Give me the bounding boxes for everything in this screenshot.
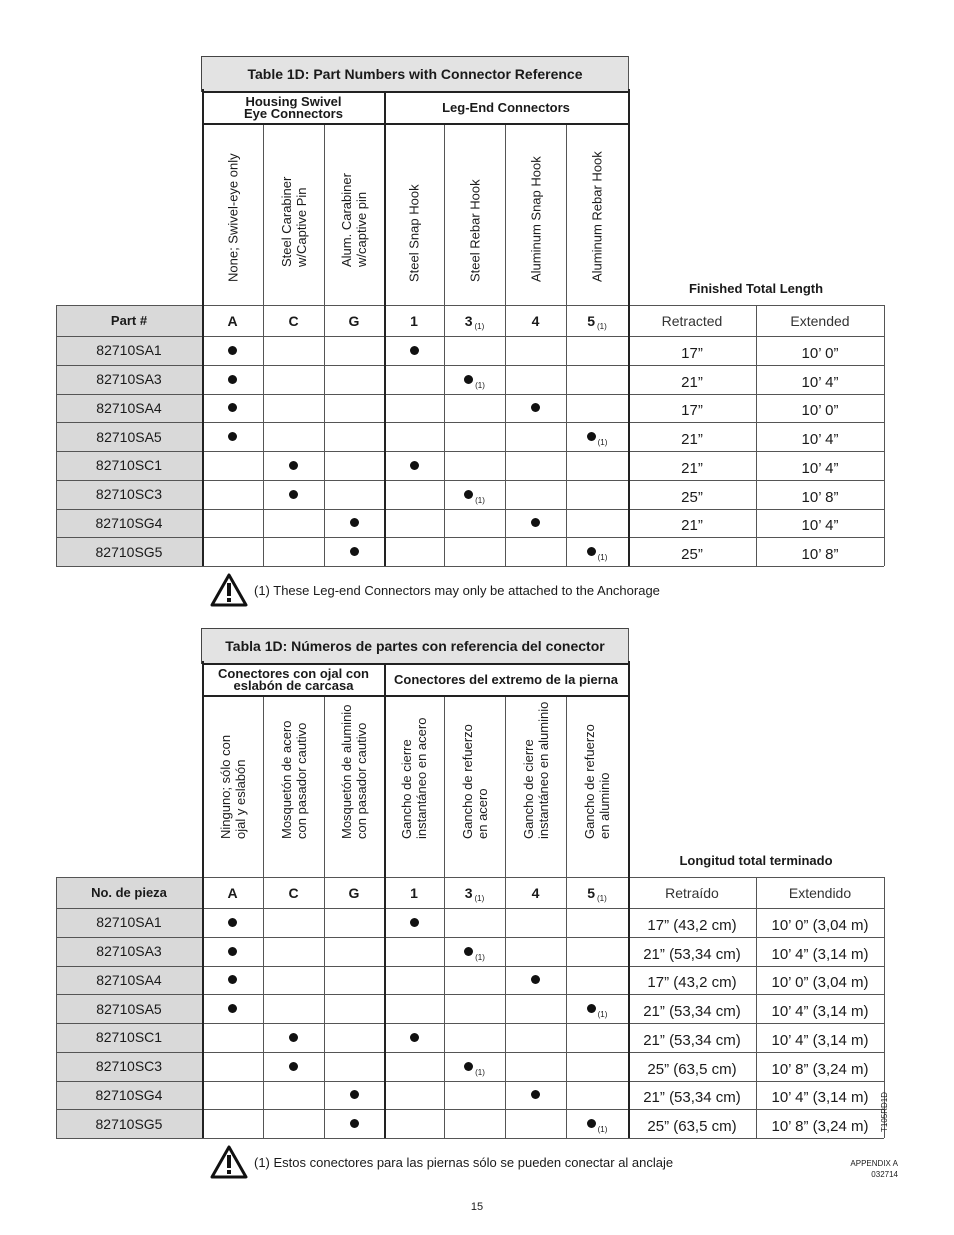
bullet-dot-icon: [350, 1090, 359, 1099]
grid-line: [444, 125, 445, 566]
connector-mark: [384, 908, 444, 937]
connector-mark: [505, 966, 566, 995]
retracted-length: 21” (53,34 cm): [643, 1031, 741, 1049]
extended-length: 10’ 4”: [801, 373, 839, 391]
table-title: Tabla 1D: Números de partes con referencia del conector: [201, 628, 629, 664]
part-header: Part #: [110, 313, 148, 328]
grid-line: [202, 695, 630, 697]
connector-mark: [505, 509, 566, 538]
extended-length: 10’ 4”: [801, 459, 839, 477]
bullet-dot-icon: [587, 1004, 596, 1013]
grid-line: [56, 305, 884, 306]
connector-code: [505, 877, 566, 908]
connector-code-letter: 5: [587, 884, 595, 901]
grid-line: [56, 1081, 884, 1082]
part-number: 82710SG5: [95, 1115, 163, 1132]
connector-mark: [263, 451, 324, 480]
warning-icon: [210, 1145, 248, 1179]
bullet-dot-icon: [587, 1119, 596, 1128]
column-header: [505, 699, 566, 877]
part-header: No. de pieza: [91, 885, 167, 900]
bullet-dot-icon: [464, 490, 473, 499]
warning-icon: [210, 573, 248, 607]
connector-code: [384, 305, 444, 336]
connector-mark: [384, 1023, 444, 1052]
connector-mark: [444, 365, 505, 394]
extended-length: 10’ 8” (3,24 m): [771, 1118, 869, 1136]
page-number: 15: [470, 1201, 484, 1213]
column-header: [444, 699, 505, 877]
retracted-length: 25” (63,5 cm): [647, 1060, 737, 1078]
footnote: [210, 572, 830, 608]
connector-mark: [263, 480, 324, 509]
connector-mark: [202, 994, 263, 1023]
mark-footnote-ref: (1): [475, 1067, 485, 1077]
grid-line: [56, 937, 884, 938]
grid-line: [324, 697, 325, 1138]
grid-line: [628, 628, 629, 661]
connector-code: [566, 305, 628, 336]
column-header-label: None; Swivel-eye only: [225, 153, 240, 282]
column-header-label: Aluminum Snap Hook: [528, 156, 543, 282]
column-header: [202, 699, 263, 877]
grid-line: [56, 365, 884, 366]
bullet-dot-icon: [410, 918, 419, 927]
grid-line: [56, 480, 884, 481]
bullet-dot-icon: [228, 918, 237, 927]
extended-length: 10’ 8”: [801, 546, 839, 564]
part-number: 82710SG4: [95, 1086, 163, 1103]
grid-line: [56, 966, 884, 967]
connector-mark: [202, 422, 263, 451]
part-number: 82710SC1: [95, 1029, 163, 1046]
column-header-label: Aluminum Rebar Hook: [589, 151, 605, 282]
connector-code-letter: 3: [464, 312, 473, 329]
grid-line: [56, 537, 884, 538]
connector-code-letter: G: [348, 312, 360, 329]
extended-header: Extendido: [788, 884, 852, 901]
grid-line: [56, 394, 884, 395]
retracted-length: 17” (43,2 cm): [647, 916, 737, 934]
connector-mark: [566, 422, 628, 451]
part-number: 82710SC3: [95, 1058, 163, 1075]
connector-mark: [505, 394, 566, 423]
bullet-dot-icon: [228, 375, 237, 384]
extended-length: 10’ 4” (3,14 m): [771, 1089, 869, 1107]
table-2: [0, 628, 954, 1188]
grid-line: [628, 661, 630, 1138]
connector-mark: [324, 509, 384, 538]
connector-code-letter: 5: [587, 312, 595, 329]
retracted-length: 25” (63,5 cm): [647, 1118, 737, 1136]
column-header-label: Mosquetón de aluminio con pasador cautivo: [339, 704, 369, 839]
footnote-text: (1) These Leg-end Connectors may only be attached to the Anchorage: [254, 582, 660, 598]
length-title: Longitud total terminado: [679, 853, 833, 868]
connector-code: [384, 877, 444, 908]
extended-header: Extended: [790, 312, 850, 329]
part-number: 82710SC3: [95, 486, 163, 503]
retracted-length: 21” (53,34 cm): [643, 945, 741, 963]
grid-line: [56, 509, 884, 510]
swivel-group-header: Housing Swivel Eye Connectors: [203, 93, 384, 125]
part-number: 82710SG5: [95, 543, 163, 560]
part-number: 82710SA3: [96, 943, 162, 960]
bullet-dot-icon: [464, 1062, 473, 1071]
connector-mark: [384, 336, 444, 365]
part-number: 82710SA1: [96, 342, 162, 359]
extended-length: 10’ 4”: [801, 431, 839, 449]
bullet-dot-icon: [228, 947, 237, 956]
grid-line: [756, 305, 757, 566]
retracted-length: 21” (53,34 cm): [643, 1003, 741, 1021]
retracted-length: 21”: [681, 373, 703, 391]
connector-code-letter: 1: [410, 884, 418, 901]
mark-footnote-ref: (1): [597, 553, 608, 563]
connector-code-letter: 4: [531, 884, 540, 901]
connector-code: [444, 305, 505, 336]
connector-mark: [324, 537, 384, 566]
grid-line: [628, 89, 630, 566]
connector-mark: [324, 1081, 384, 1110]
leg-end-group-header: Leg-End Connectors: [385, 93, 627, 125]
bullet-dot-icon: [464, 375, 473, 384]
code-footnote-ref: (1): [597, 322, 607, 331]
grid-line: [884, 305, 885, 566]
column-header: [263, 127, 324, 305]
retracted-length: 17”: [681, 344, 703, 362]
connector-mark: [324, 1109, 384, 1138]
grid-line: [324, 125, 325, 566]
retracted-header: Retraído: [665, 884, 719, 901]
connector-mark: [202, 365, 263, 394]
retracted-length: 17”: [681, 402, 703, 420]
grid-line: [756, 877, 757, 1138]
bullet-dot-icon: [410, 346, 419, 355]
column-header-label: Gancho de cierre instantáneo en acero: [399, 717, 429, 839]
grid-line: [202, 91, 630, 93]
column-header-label: Ninguno; sólo con ojal y eslabón: [217, 734, 248, 839]
extended-length: 10’ 4” (3,14 m): [771, 945, 869, 963]
bullet-dot-icon: [289, 490, 298, 499]
connector-mark: [566, 994, 628, 1023]
bullet-dot-icon: [228, 1004, 237, 1013]
connector-code: [263, 305, 324, 336]
connector-mark: [444, 480, 505, 509]
part-number: 82710SA3: [96, 371, 162, 388]
mark-footnote-ref: (1): [475, 495, 485, 505]
retracted-length: 21” (53,34 cm): [643, 1089, 741, 1107]
bullet-dot-icon: [350, 1119, 359, 1128]
mark-footnote-ref: (1): [475, 380, 485, 390]
bullet-dot-icon: [531, 518, 540, 527]
column-header: [566, 127, 628, 305]
connector-code-letter: 4: [531, 312, 540, 329]
mark-footnote-ref: (1): [597, 1125, 608, 1135]
connector-code-letter: A: [227, 312, 238, 329]
footnote: [210, 1144, 830, 1180]
column-header-label: Steel Carabiner w/Captive Pin: [278, 176, 309, 267]
grid-line: [56, 877, 884, 878]
mark-footnote-ref: (1): [475, 952, 485, 962]
bullet-dot-icon: [228, 432, 237, 441]
bullet-dot-icon: [350, 518, 359, 527]
retracted-length: 17” (43,2 cm): [647, 974, 737, 992]
bullet-dot-icon: [289, 1062, 298, 1071]
connector-code-letter: 1: [410, 312, 418, 329]
bullet-dot-icon: [228, 975, 237, 984]
connector-mark: [566, 1109, 628, 1138]
bullet-dot-icon: [289, 1033, 298, 1042]
connector-code: [324, 877, 384, 908]
bullet-dot-icon: [531, 975, 540, 984]
grid-line: [263, 125, 264, 566]
column-header-label: Steel Snap Hook: [406, 184, 422, 282]
connector-mark: [566, 537, 628, 566]
column-header-label: Gancho de refuerzo en aluminio: [582, 724, 612, 839]
bullet-dot-icon: [531, 403, 540, 412]
connector-code: [202, 305, 263, 336]
column-header: [444, 127, 505, 305]
column-header: [566, 699, 628, 877]
column-header: [384, 699, 444, 877]
bullet-dot-icon: [228, 403, 237, 412]
part-number: 82710SA1: [96, 914, 162, 931]
connector-code: [505, 305, 566, 336]
retracted-length: 21”: [681, 517, 703, 535]
grid-line: [56, 336, 884, 337]
mark-footnote-ref: (1): [597, 438, 608, 448]
grid-line: [202, 663, 630, 665]
retracted-length: 21”: [681, 459, 703, 477]
connector-code-letter: C: [288, 884, 299, 901]
extended-length: 10’ 8”: [801, 488, 839, 506]
extended-length: 10’ 0” (3,04 m): [771, 916, 869, 934]
extended-length: 10’ 0”: [801, 344, 839, 362]
bullet-dot-icon: [531, 1090, 540, 1099]
column-header: [263, 699, 324, 877]
grid-line: [202, 89, 204, 566]
table-1: [0, 56, 954, 616]
grid-line: [628, 56, 629, 89]
grid-line: [56, 877, 57, 1138]
grid-line: [566, 125, 567, 566]
grid-line: [56, 1109, 884, 1110]
extended-length: 10’ 4” (3,14 m): [771, 1031, 869, 1049]
connector-code-letter: A: [227, 884, 238, 901]
grid-line: [56, 451, 884, 452]
grid-line: [444, 697, 445, 1138]
code-footnote-ref: (1): [597, 894, 607, 903]
grid-line: [56, 566, 884, 567]
connector-code: [263, 877, 324, 908]
grid-line: [202, 661, 204, 1138]
part-number: 82710SG4: [95, 514, 163, 531]
connector-mark: [263, 1023, 324, 1052]
extended-length: 10’ 8” (3,24 m): [771, 1060, 869, 1078]
connector-mark: [202, 937, 263, 966]
code-footnote-ref: (1): [474, 322, 485, 331]
grid-line: [505, 697, 506, 1138]
grid-line: [56, 422, 884, 423]
connector-mark: [202, 336, 263, 365]
connector-mark: [202, 966, 263, 995]
column-header-label: Alum. Carabiner w/captive pin: [339, 173, 369, 267]
bullet-dot-icon: [410, 1033, 419, 1042]
column-header-label: Mosquetón de acero con pasador cautivo: [278, 720, 309, 839]
extended-length: 10’ 0”: [801, 402, 839, 420]
bullet-dot-icon: [228, 346, 237, 355]
length-title: Finished Total Length: [688, 281, 824, 296]
part-number: 82710SA4: [96, 399, 162, 416]
bullet-dot-icon: [464, 947, 473, 956]
grid-line: [56, 994, 884, 995]
column-header: [384, 127, 444, 305]
connector-mark: [384, 451, 444, 480]
extended-length: 10’ 4”: [801, 517, 839, 535]
grid-line: [56, 1023, 884, 1024]
column-header: [324, 699, 384, 877]
doc-code: 032714: [871, 1170, 898, 1179]
retracted-length: 21”: [681, 431, 703, 449]
connector-mark: [444, 1052, 505, 1081]
extended-length: 10’ 0” (3,04 m): [771, 974, 869, 992]
connector-code: [444, 877, 505, 908]
grid-line: [56, 305, 57, 566]
grid-line: [263, 697, 264, 1138]
bullet-dot-icon: [587, 432, 596, 441]
connector-code: [324, 305, 384, 336]
grid-line: [202, 123, 630, 125]
table-title: Table 1D: Part Numbers with Connector Reference: [201, 56, 629, 92]
connector-code-letter: G: [348, 884, 360, 901]
extended-length: 10’ 4” (3,14 m): [771, 1003, 869, 1021]
connector-code-letter: 3: [464, 884, 473, 901]
leg-end-group-header: Conectores del extremo de la pierna: [385, 665, 627, 697]
grid-line: [384, 92, 386, 566]
part-number: 82710SA5: [96, 1000, 162, 1017]
grid-line: [56, 1052, 884, 1053]
retracted-length: 25”: [681, 488, 703, 506]
connector-mark: [444, 937, 505, 966]
column-header: [324, 127, 384, 305]
bullet-dot-icon: [587, 547, 596, 556]
connector-mark: [263, 1052, 324, 1081]
connector-mark: [202, 908, 263, 937]
retracted-header: Retracted: [661, 312, 723, 329]
grid-line: [505, 125, 506, 566]
retracted-length: 25”: [681, 546, 703, 564]
code-footnote-ref: (1): [474, 894, 485, 903]
column-header-label: Steel Rebar Hook: [467, 179, 482, 282]
appendix-label: APPENDIX A: [850, 1159, 898, 1168]
part-number: 82710SA4: [96, 971, 162, 988]
connector-code-letter: C: [288, 312, 299, 329]
connector-mark: [202, 394, 263, 423]
grid-line: [56, 908, 884, 909]
connector-code: [202, 877, 263, 908]
part-number: 82710SA5: [96, 428, 162, 445]
connector-mark: [505, 1081, 566, 1110]
bullet-dot-icon: [350, 547, 359, 556]
grid-line: [384, 664, 386, 1138]
bullet-dot-icon: [410, 461, 419, 470]
connector-code: [566, 877, 628, 908]
column-header: [202, 127, 263, 305]
column-header: [505, 127, 566, 305]
footnote-text: (1) Estos conectores para las piernas sólo se pueden conectar al anclaje: [254, 1154, 674, 1170]
swivel-group-header: Conectores con ojal con eslabón de carcasa: [203, 665, 384, 697]
column-header-label: Gancho de refuerzo en acero: [459, 724, 490, 839]
grid-line: [566, 697, 567, 1138]
bullet-dot-icon: [289, 461, 298, 470]
part-number: 82710SC1: [95, 457, 163, 474]
column-header-label: Gancho de cierre instantáneo en aluminio: [520, 701, 551, 839]
mark-footnote-ref: (1): [597, 1010, 608, 1020]
grid-line: [56, 1138, 884, 1139]
